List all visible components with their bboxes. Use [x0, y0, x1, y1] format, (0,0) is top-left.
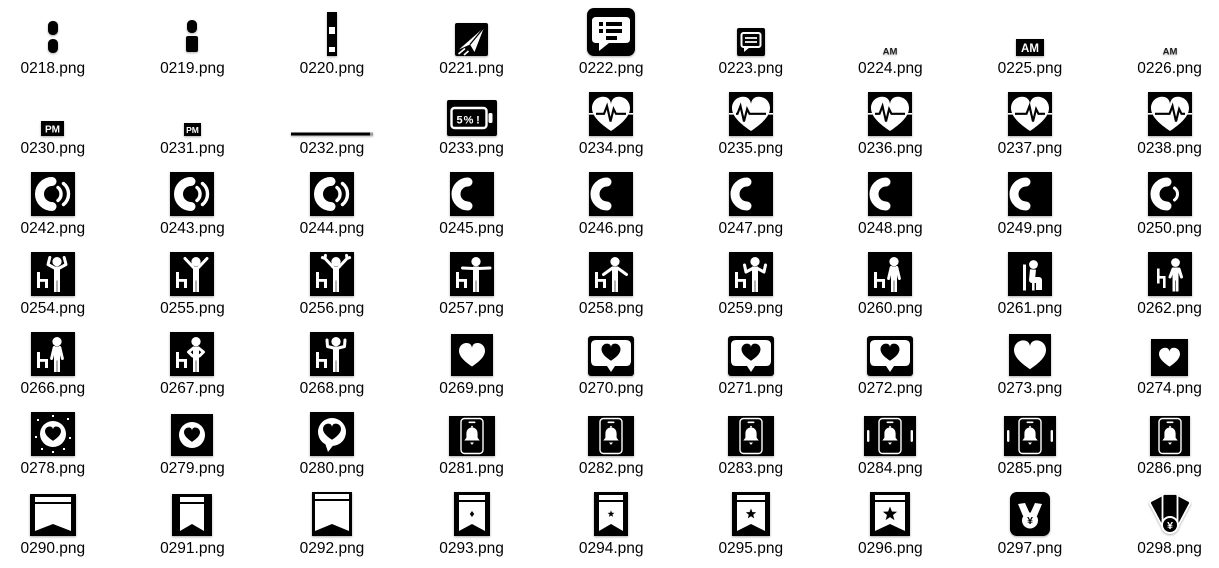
phone-ringing-icon: [310, 172, 354, 216]
heart-pulse-icon: [1008, 92, 1052, 136]
paper-plane-icon: [455, 23, 488, 56]
file-item[interactable]: [681, 483, 821, 563]
person-arms-flex-icon: [310, 332, 354, 376]
phone-ringing-icon: [31, 172, 75, 216]
file-name: 0237.png: [997, 140, 1063, 157]
person-arms-down-angle-icon: [589, 252, 633, 296]
file-item[interactable]: [960, 243, 1100, 323]
file-item[interactable]: [262, 323, 402, 403]
pennant-star-small-icon: [594, 492, 628, 536]
file-name: 0293.png: [439, 540, 504, 557]
svg-text:AM: AM: [882, 46, 898, 56]
file-item[interactable]: [1100, 403, 1219, 483]
file-item[interactable]: [541, 403, 681, 483]
file-item[interactable]: [541, 163, 681, 243]
file-item[interactable]: [681, 163, 821, 243]
file-name: 0282.png: [578, 460, 644, 477]
file-item[interactable]: [402, 83, 542, 163]
file-item[interactable]: [402, 243, 542, 323]
phone-bell-icon: [728, 416, 774, 456]
file-item[interactable]: [821, 483, 961, 563]
file-name: 0247.png: [718, 220, 784, 237]
file-item[interactable]: [402, 163, 542, 243]
file-name: 0266.png: [20, 380, 86, 397]
file-item[interactable]: [402, 403, 542, 483]
file-name: 0223.png: [718, 60, 784, 77]
file-item[interactable]: [821, 163, 961, 243]
file-item[interactable]: [123, 323, 263, 403]
heart-circle-sparkles-icon: [31, 412, 75, 456]
file-name: 0291.png: [160, 540, 225, 557]
file-item[interactable]: [123, 3, 263, 83]
file-name: 0230.png: [20, 140, 86, 157]
file-name: 0290.png: [20, 540, 86, 557]
banknotes-fan-yen-icon: [1146, 492, 1194, 536]
file-item[interactable]: [821, 323, 961, 403]
heart-pulse-icon: [589, 92, 633, 136]
file-item[interactable]: [960, 403, 1100, 483]
file-item[interactable]: [0, 163, 123, 243]
file-name: 0295.png: [718, 540, 784, 557]
file-item[interactable]: [262, 483, 402, 563]
file-name: 0222.png: [578, 60, 644, 77]
striped-bar-icon: [327, 12, 337, 56]
file-name: 0219.png: [160, 60, 225, 77]
phone-handset-icon: [589, 172, 633, 216]
file-item[interactable]: [402, 483, 542, 563]
phone-ringing-icon: [170, 172, 214, 216]
person-t-pose-icon: [450, 252, 494, 296]
file-name: 0221.png: [439, 60, 504, 77]
file-name: 0236.png: [858, 140, 923, 157]
svg-text:AM: AM: [1162, 46, 1177, 56]
file-item[interactable]: [0, 403, 123, 483]
heart-bubble-icon: [867, 336, 913, 376]
file-item[interactable]: [123, 243, 263, 323]
person-arms-raised-bent-icon: [31, 252, 75, 296]
file-item[interactable]: [1100, 483, 1219, 563]
file-name: 0220.png: [299, 60, 365, 77]
file-name: 0242.png: [20, 220, 86, 237]
file-name: 0269.png: [439, 380, 504, 397]
file-name: 0260.png: [858, 300, 923, 317]
file-name: 0278.png: [20, 460, 86, 477]
battery-low-5-icon: [447, 100, 497, 136]
file-item[interactable]: [821, 403, 961, 483]
file-item[interactable]: [681, 83, 821, 163]
heart-small-icon: [1151, 339, 1188, 376]
file-name: 0292.png: [299, 540, 365, 557]
phone-bell-vibrate-icon: [864, 416, 916, 456]
file-item[interactable]: [262, 243, 402, 323]
file-name: 0262.png: [1137, 300, 1202, 317]
file-item[interactable]: [960, 163, 1100, 243]
svg-text:AM: AM: [1021, 43, 1039, 55]
file-name: 0238.png: [1137, 140, 1202, 157]
pennant-icon: [172, 494, 212, 536]
person-standing-chair-icon: [1148, 252, 1192, 296]
heart-medium-icon: [451, 334, 493, 376]
pennant-star-medium-icon: [732, 492, 770, 536]
person-arms-v-hands-icon: [310, 252, 354, 296]
file-name: 0298.png: [1137, 540, 1202, 557]
file-item[interactable]: [541, 243, 681, 323]
file-item[interactable]: [1100, 3, 1219, 83]
file-name: 0286.png: [1137, 460, 1202, 477]
file-name: 0254.png: [20, 300, 86, 317]
file-item[interactable]: [541, 83, 681, 163]
file-item[interactable]: [123, 83, 263, 163]
file-item[interactable]: [123, 163, 263, 243]
phone-bell-narrow-icon: [1150, 416, 1190, 456]
file-item[interactable]: [541, 483, 681, 563]
file-name: 0225.png: [997, 60, 1063, 77]
file-item[interactable]: [960, 483, 1100, 563]
pm-badge-icon: [41, 121, 64, 136]
file-item[interactable]: [1100, 163, 1219, 243]
file-name: 0285.png: [997, 460, 1063, 477]
file-name: 0224.png: [858, 60, 923, 77]
file-name: 0233.png: [439, 140, 504, 157]
heart-circle-icon: [171, 414, 213, 456]
file-name: 0268.png: [299, 380, 365, 397]
am-badge-icon: [1016, 39, 1044, 56]
phone-bell-vibrate-icon: [1004, 416, 1056, 456]
heart-bubble-icon: [588, 336, 634, 376]
person-standing-icon: [31, 332, 75, 376]
file-item[interactable]: [402, 323, 542, 403]
file-item[interactable]: [0, 3, 123, 83]
file-name: 0284.png: [858, 460, 923, 477]
file-name: 0235.png: [718, 140, 784, 157]
pm-badge-tiny-icon: [184, 123, 201, 136]
phone-handset-icon: [729, 172, 773, 216]
file-name: 0258.png: [578, 300, 644, 317]
file-name: 0257.png: [439, 300, 504, 317]
file-name: 0234.png: [578, 140, 644, 157]
svg-text:¥: ¥: [1027, 515, 1033, 528]
heart-pulse-icon: [868, 92, 912, 136]
file-item[interactable]: [960, 323, 1100, 403]
medal-yen-icon: [1010, 492, 1050, 536]
file-name: 0256.png: [299, 300, 365, 317]
am-tiny-icon: [1162, 45, 1178, 56]
file-item[interactable]: [681, 3, 821, 83]
pennant-star-large-icon: [870, 492, 910, 536]
file-name: 0246.png: [578, 220, 644, 237]
file-item[interactable]: [402, 3, 542, 83]
file-name: 0245.png: [439, 220, 504, 237]
file-item[interactable]: [1100, 323, 1219, 403]
file-name: 0255.png: [160, 300, 225, 317]
file-name: 0297.png: [997, 540, 1063, 557]
file-name: 0271.png: [718, 380, 784, 397]
svg-text:¥: ¥: [1166, 519, 1173, 532]
file-item[interactable]: [960, 83, 1100, 163]
person-elbows-bent-up-icon: [729, 252, 773, 296]
pennant-dot-icon: [454, 492, 490, 536]
person-arms-v-icon: [170, 252, 214, 296]
heart-pulse-icon: [729, 92, 773, 136]
file-name: 0243.png: [160, 220, 225, 237]
file-item[interactable]: [0, 243, 123, 323]
file-item[interactable]: [821, 83, 961, 163]
svg-text:5%!: 5% !: [456, 114, 480, 127]
file-name: 0280.png: [299, 460, 365, 477]
file-name: 0270.png: [578, 380, 644, 397]
file-item[interactable]: [262, 83, 402, 163]
heart-large-icon: [1009, 334, 1051, 376]
horizontal-line-icon: [291, 132, 373, 136]
phone-bell-icon: [449, 416, 495, 456]
file-item[interactable]: [262, 3, 402, 83]
file-item[interactable]: [0, 483, 123, 563]
file-item[interactable]: [681, 323, 821, 403]
chat-bubble-list-icon: [587, 8, 635, 56]
person-sitting-chair-icon: [1008, 252, 1052, 296]
file-name: 0273.png: [997, 380, 1063, 397]
file-item[interactable]: [821, 243, 961, 323]
file-name: 0226.png: [1137, 60, 1202, 77]
person-hands-hips-icon: [170, 332, 214, 376]
file-name: 0294.png: [578, 540, 644, 557]
phone-handset-icon: [1008, 172, 1052, 216]
file-name: 0232.png: [299, 140, 365, 157]
file-item[interactable]: [681, 403, 821, 483]
file-name: 0279.png: [160, 460, 225, 477]
phone-ringing-small-icon: [1148, 172, 1192, 216]
phone-handset-icon: [450, 172, 494, 216]
file-name: 0274.png: [1137, 380, 1202, 397]
file-name: 0259.png: [718, 300, 784, 317]
svg-text:PM: PM: [186, 125, 199, 135]
file-name: 0272.png: [858, 380, 923, 397]
phone-handset-icon: [868, 172, 912, 216]
file-name: 0281.png: [439, 460, 504, 477]
pennant-wide-icon: [30, 494, 76, 536]
file-name: 0231.png: [160, 140, 225, 157]
file-item[interactable]: [681, 243, 821, 323]
svg-text:PM: PM: [45, 124, 61, 136]
vertical-dots-a-icon: [46, 18, 60, 56]
file-item[interactable]: [821, 3, 961, 83]
file-name: 0248.png: [858, 220, 923, 237]
file-name: 0218.png: [20, 60, 86, 77]
file-item[interactable]: [262, 403, 402, 483]
file-item[interactable]: [1100, 83, 1219, 163]
file-name: 0250.png: [1137, 220, 1202, 237]
file-item[interactable]: [960, 3, 1100, 83]
file-name: 0283.png: [718, 460, 784, 477]
pennant-outline-icon: [312, 492, 352, 536]
file-item[interactable]: [123, 483, 263, 563]
file-item[interactable]: [541, 3, 681, 83]
vertical-dots-b-icon: [185, 18, 199, 56]
file-item[interactable]: [0, 83, 123, 163]
heart-round-bubble-icon: [310, 412, 354, 456]
file-name: 0244.png: [299, 220, 365, 237]
am-tiny-icon: [882, 45, 898, 56]
file-name: 0261.png: [997, 300, 1063, 317]
phone-bell-icon: [588, 416, 634, 456]
file-item[interactable]: [262, 163, 402, 243]
file-item[interactable]: [1100, 243, 1219, 323]
person-standing-icon: [868, 252, 912, 296]
heart-pulse-icon: [1148, 92, 1192, 136]
file-item[interactable]: [0, 323, 123, 403]
file-item[interactable]: [123, 403, 263, 483]
file-name: 0249.png: [997, 220, 1063, 237]
heart-bubble-icon: [728, 336, 774, 376]
file-name: 0296.png: [858, 540, 923, 557]
chat-bubble-lines-icon: [737, 28, 765, 56]
file-item[interactable]: [541, 323, 681, 403]
file-name: 0267.png: [160, 380, 225, 397]
